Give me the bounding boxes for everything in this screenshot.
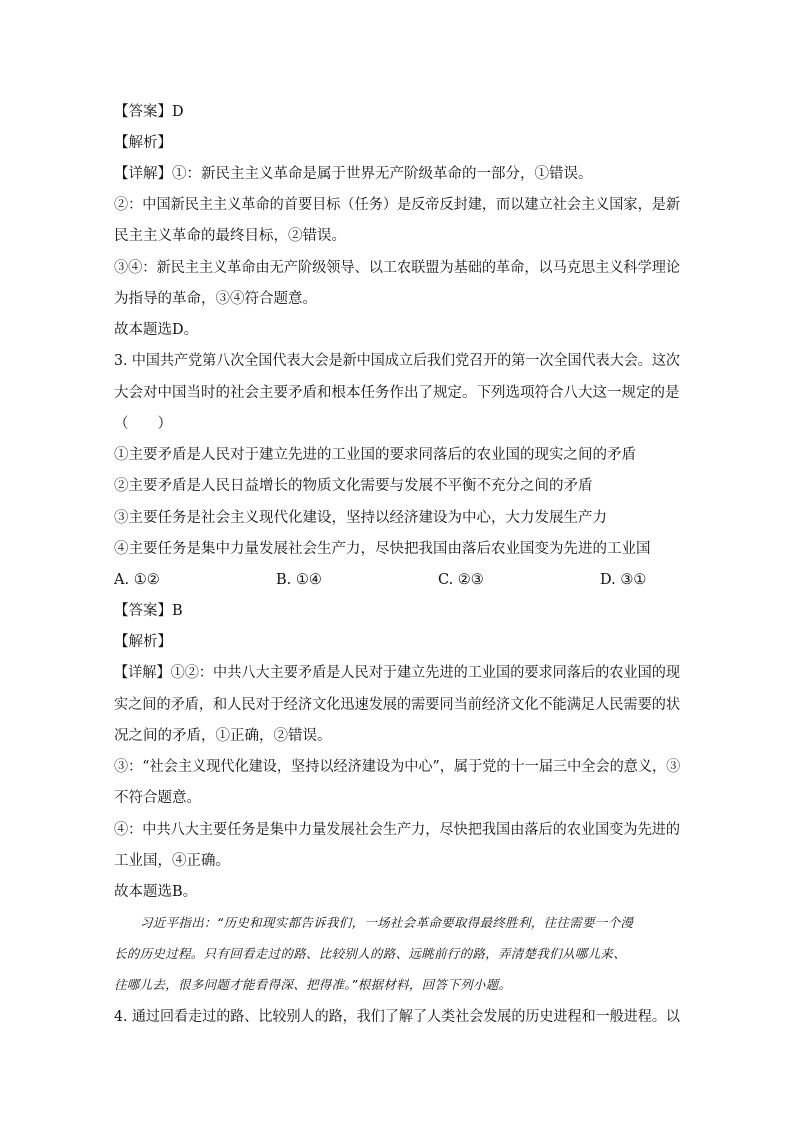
material-quote: 习近平指出：“历史和现实都告诉我们，一场社会革命要取得最终胜利，往往需要一个漫 bbox=[140, 915, 634, 930]
detail-line: 【详解】①②：中共八大主要矛盾是人民对于建立先进的工业国的要求同落后的农业国的现 bbox=[114, 665, 681, 681]
question-stem: 大会对中国当时的社会主要矛盾和根本任务作出了规定。下列选项符合八大这一规定的是 bbox=[114, 385, 680, 401]
detail-line: 不符合题意。 bbox=[114, 790, 201, 806]
material-quote: 长的历史过程。只有回看走过的路、比较别人的路、远眺前行的路，弄清楚我们从哪儿来、 bbox=[114, 946, 627, 961]
answer-label: 【答案】D bbox=[114, 104, 184, 120]
analysis-label: 【解析】 bbox=[114, 634, 172, 650]
statement-item: ③主要任务是社会主义现代化建设，坚持以经济建设为中心，大力发展生产力 bbox=[114, 510, 607, 526]
detail-line: 【详解】①：新民主主义革命是属于世界无产阶级革命的一部分，①错误。 bbox=[114, 166, 593, 182]
detail-line: 工业国，④正确。 bbox=[114, 853, 230, 869]
detail-line: 为指导的革命，③④符合题意。 bbox=[114, 291, 317, 307]
material-quote: 往哪儿去，很多问题才能看得深、把得准。”根据材料，回答下列小题。 bbox=[114, 977, 512, 992]
option-a: A. ①② bbox=[114, 572, 160, 588]
detail-line: ④：中共八大主要任务是集中力量发展社会生产力，尽快把我国由落后的农业国变为先进的 bbox=[114, 822, 681, 838]
analysis-label: 【解析】 bbox=[114, 135, 172, 151]
detail-line: 况之间的矛盾，①正确，②错误。 bbox=[114, 728, 332, 744]
detail-line: ③：“社会主义现代化建设，坚持以经济建设为中心”，属于党的十一届三中全会的意义，③ bbox=[114, 759, 681, 775]
detail-line: 实之间的矛盾，和人民对于经济文化迅速发展的需要同当前经济文化不能满足人民需要的状 bbox=[114, 697, 681, 713]
detail-line: ③④：新民主主义革命由无产阶级领导、以工农联盟为基础的革命，以马克思主义科学理论 bbox=[114, 260, 681, 276]
option-d: D. ③① bbox=[600, 572, 647, 588]
question-stem: 3. 中国共产党第八次全国代表大会是新中国成立后我们党召开的第一次全国代表大会。这次 bbox=[114, 353, 680, 369]
detail-line: ②：中国新民主主义革命的首要目标（任务）是反帝反封建，而以建立社会主义国家，是新 bbox=[114, 197, 681, 213]
statement-item: ①主要矛盾是人民对于建立先进的工业国的要求同落后的农业国的现实之间的矛盾 bbox=[114, 447, 636, 463]
option-c: C. ②③ bbox=[438, 572, 484, 588]
answer-blank: （ ） bbox=[114, 416, 172, 432]
statement-item: ②主要矛盾是人民日益增长的物质文化需要与发展不平衡不充分之间的矛盾 bbox=[114, 478, 593, 494]
question-stem: 4. 通过回看走过的路、比较别人的路，我们了解了人类社会发展的历史进程和一般进程。以 bbox=[114, 1009, 680, 1025]
conclusion-line: 故本题选B。 bbox=[114, 884, 198, 900]
detail-line: 民主主义革命的最终目标，②错误。 bbox=[114, 228, 346, 244]
answer-label: 【答案】B bbox=[114, 603, 183, 619]
conclusion-line: 故本题选D。 bbox=[114, 322, 199, 338]
statement-item: ④主要任务是集中力量发展社会生产力，尽快把我国由落后农业国变为先进的工业国 bbox=[114, 541, 651, 557]
option-b: B. ①④ bbox=[276, 572, 322, 588]
